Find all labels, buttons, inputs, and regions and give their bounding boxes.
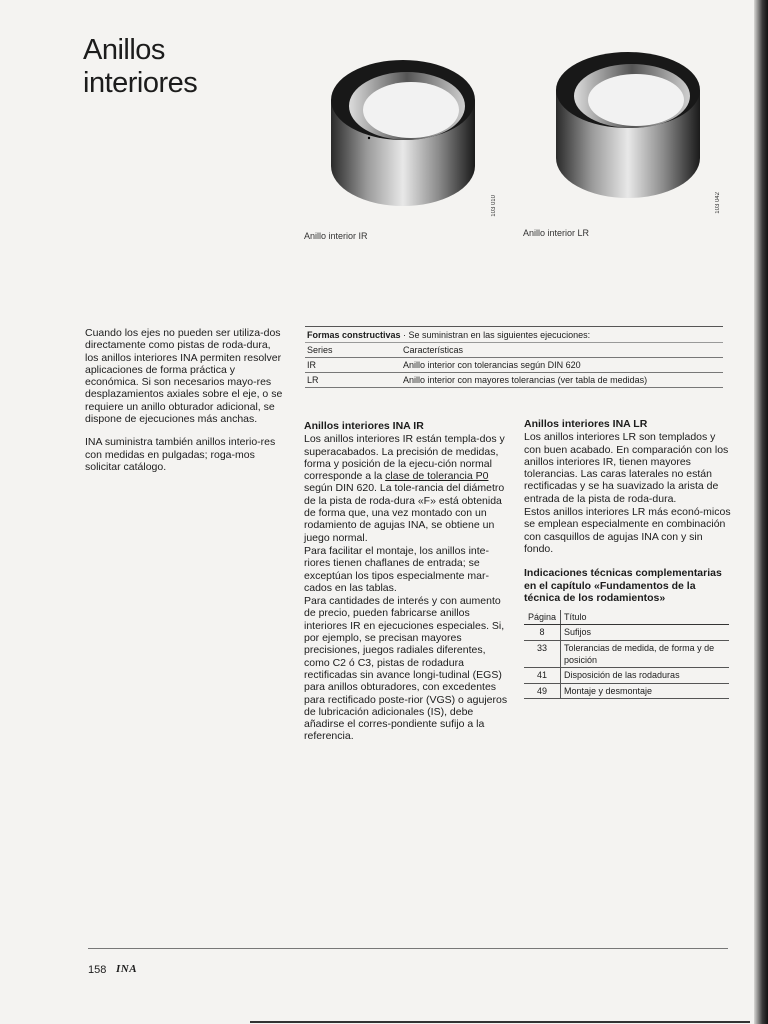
ir-p1-link: clase de tolerancia P0 xyxy=(385,470,489,483)
lr-section xyxy=(524,418,734,699)
page-cell: 41 xyxy=(524,668,561,683)
ring-image-lr xyxy=(548,50,708,200)
table-row xyxy=(524,625,729,640)
table-row xyxy=(524,683,729,698)
ir-heading: Anillos interiores INA IR xyxy=(304,420,424,432)
title-line-1: Anillos xyxy=(83,34,165,66)
forms-heading-rest: · Se suministran en las siguientes ejecuciones: xyxy=(400,330,591,340)
ir-section xyxy=(304,420,511,744)
ring-image-ir xyxy=(323,58,483,208)
tech-header-row xyxy=(524,610,729,625)
tech-col-title: Título xyxy=(561,610,730,625)
table-row xyxy=(524,668,729,683)
series-cell: IR xyxy=(305,358,401,373)
forms-heading-bold: Formas constructivas xyxy=(307,330,401,340)
caption-ir: Anillo interior IR xyxy=(304,231,368,241)
scan-edge xyxy=(754,0,768,1024)
title-cell: Montaje y desmontaje xyxy=(561,683,730,698)
page-number: 158 xyxy=(88,964,107,976)
title-cell: Sufijos xyxy=(561,625,730,640)
intro-paragraph-1: Cuando los ejes no pueden ser utiliza-dos directamente como pistas de roda-dura, los anillos interiores INA permiten resolver aplicaciones de forma práctica y económica. Si son necesarios mayo-res desplazamientos axiales sobre el eje, o se requiere un anillo obturador adicional, se dispone de ejecuciones más anchas. xyxy=(85,327,283,426)
page-title xyxy=(83,34,197,100)
image-code-lr: 103 042 xyxy=(715,192,721,214)
intro-text xyxy=(85,327,285,484)
ir-p1-a: Los anillos interiores IR están templa-dos y superacabados. La precisión de medidas, forma y posición de la ejecu-ción normal corresponde a la xyxy=(304,433,505,483)
forms-col-features: Características xyxy=(401,343,723,358)
intro-paragraph-2: INA suministra también anillos interio-res con medidas en pulgadas; roga-mos solicitar catálogo. xyxy=(85,436,276,473)
page-cell: 49 xyxy=(524,683,561,698)
brand-logo: INA xyxy=(116,963,138,975)
caption-lr: Anillo interior LR xyxy=(523,228,590,238)
table-row xyxy=(524,640,729,668)
ir-paragraph-1 xyxy=(304,433,511,544)
page-cell: 33 xyxy=(524,640,561,668)
forms-table xyxy=(305,326,723,388)
forms-heading xyxy=(305,326,723,343)
lr-heading: Anillos interiores INA LR xyxy=(524,418,648,430)
table-row xyxy=(305,358,723,373)
feature-cell: Anillo interior con tolerancias según DIN 620 xyxy=(401,358,723,373)
image-code-ir: 103 010 xyxy=(491,195,497,217)
ir-p1-b: según DIN 620. La tole-rancia del diámetro de la pista de roda-dura «F» está obtenida de forma que, una vez montado con un rodamiento de agujas INA, se obtiene un juego normal. xyxy=(304,482,505,544)
title-cell: Tolerancias de medida, de forma y de posición xyxy=(561,640,730,668)
title-line-2: interiores xyxy=(83,67,198,99)
tech-heading: Indicaciones técnicas complementarias en el capítulo «Fundamentos de la técnica de los rodamientos» xyxy=(524,567,722,604)
forms-header-row xyxy=(305,343,723,358)
page-cell: 8 xyxy=(524,625,561,640)
feature-cell: Anillo interior con mayores tolerancias (ver tabla de medidas) xyxy=(401,373,723,388)
ir-paragraph-3: Para cantidades de interés y con aumento de precio, pueden fabricarse anillos interiores IR en ejecuciones especiales. Si, por ejemplo, se precisan mayores precisiones, juegos radiales diferentes, como C2 ó C3, pistas de rodadura rectificadas sin avance longi-tudinal (EGS) para anillos obturadores, con excedentes para rectificado poste-rior (VGS) o agujeros de lubricación adicionales (IS), debe añadirse el corres-pondiente sufijo a la referencia. xyxy=(304,595,508,743)
tech-col-page: Página xyxy=(524,610,561,625)
forms-col-series: Series xyxy=(305,343,401,358)
tech-table xyxy=(524,610,729,699)
lr-paragraph-2: Estos anillos interiores LR más econó-micos se emplean especialmente en combinación con casquillos de agujas INA con y sin fondo. xyxy=(524,506,731,555)
bottom-edge-line xyxy=(250,1021,750,1023)
ir-paragraph-2: Para facilitar el montaje, los anillos inte-riores tienen chaflanes de entrada; se exceptúan los tipos especialmente mar-cados en las tablas. xyxy=(304,544,490,594)
title-cell: Disposición de las rodaduras xyxy=(561,668,730,683)
series-cell: LR xyxy=(305,373,401,388)
footer-divider xyxy=(88,948,728,949)
table-row xyxy=(305,373,723,388)
lr-paragraph-1: Los anillos interiores LR son templados y con buen acabado. En comparación con los anillos interiores IR, tienen mayores tolerancias. Las caras laterales no están rectificadas y se ha suavizado la arista de entrada de la pista de roda-dura. xyxy=(524,431,729,505)
